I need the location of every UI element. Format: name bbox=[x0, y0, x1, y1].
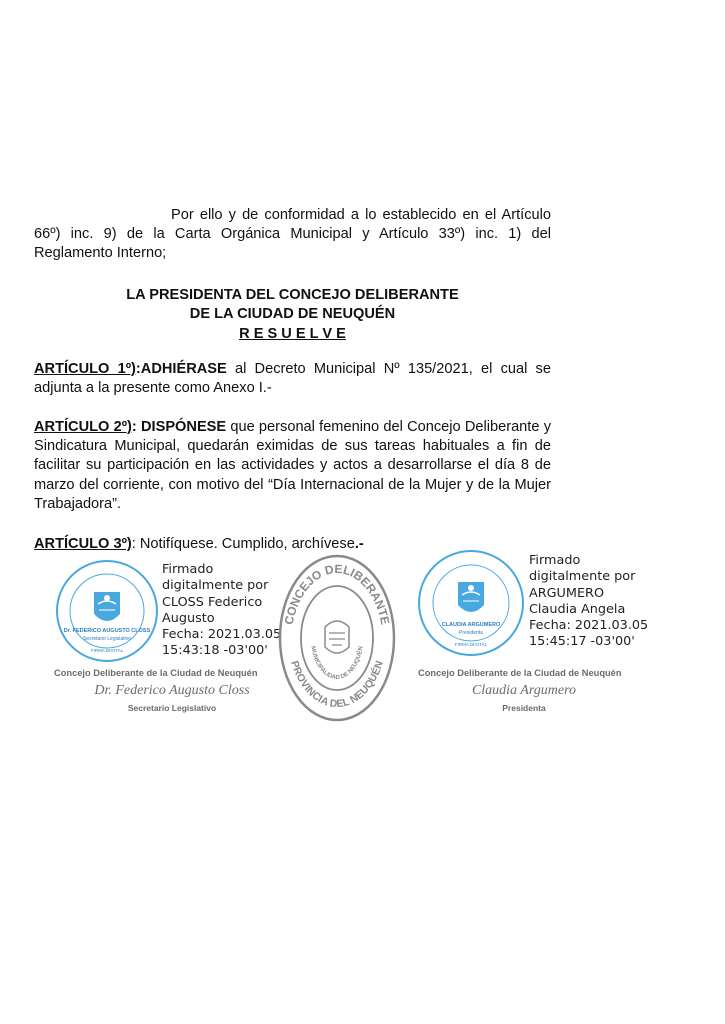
article-1 bbox=[34, 360, 551, 398]
left-stamp-line: Firmado bbox=[162, 562, 214, 577]
seal-inner-text: MUNICIPALIDAD DE NEUQUÉN bbox=[309, 645, 365, 682]
article-3-separator: : bbox=[131, 536, 140, 552]
left-seal-role: Secretario Legislativo bbox=[83, 636, 131, 642]
left-signer-name: Dr. Federico Augusto Closs bbox=[94, 683, 250, 698]
seal-bottom-text: PROVINCIA DEL NEUQUÉN bbox=[288, 659, 386, 711]
heading-line-2: DE LA CIUDAD DE NEUQUÉN bbox=[189, 306, 396, 322]
right-signer-name: Claudia Argumero bbox=[471, 683, 577, 698]
right-seal-footer: FIRMA DIGITAL bbox=[454, 642, 488, 647]
left-seal-footer: FIRMA DIGITAL bbox=[90, 648, 124, 653]
svg-text:CONCEJO DELIBERANTE bbox=[282, 562, 393, 626]
article-1-verb: ADHIÉRASE bbox=[140, 361, 227, 377]
resuelve-label: R E S U E L V E bbox=[239, 326, 346, 342]
right-seal-role: Presidenta bbox=[459, 630, 483, 636]
article-3-end: .- bbox=[354, 536, 364, 552]
intro-text: Por ello y de conformidad a lo establecido en el Artículo 66º) inc. 9) de la Carta Orgánica Municipal y Artículo 33º) inc. 1) del Reglamento Interno; bbox=[34, 207, 551, 262]
article-1-separator: : bbox=[135, 361, 141, 377]
right-signer-organization: Concejo Deliberante de la Ciudad de Neuquén bbox=[418, 668, 622, 678]
right-stamp-line: digitalmente por bbox=[529, 569, 636, 585]
left-stamp-line: Fecha: 2021.03.05 bbox=[162, 627, 282, 643]
article-2 bbox=[34, 418, 551, 514]
article-2-verb: DISPÓNESE bbox=[141, 419, 227, 435]
left-seal-emblem-icon bbox=[58, 562, 156, 660]
right-digital-stamp bbox=[529, 553, 648, 651]
right-seal-name: CLAUDIA ARGUMERO bbox=[441, 622, 501, 628]
article-2-separator: : bbox=[131, 419, 141, 435]
right-seal-emblem-icon bbox=[420, 552, 522, 654]
heading-line-1: LA PRESIDENTA DEL CONCEJO DELIBERANTE bbox=[126, 287, 459, 303]
right-stamp-line: Fecha: 2021.03.05 bbox=[529, 618, 649, 634]
article-1-text: al Decreto Municipal Nº 135/2021, el cual se adjunta a la presente como Anexo I.- bbox=[34, 361, 551, 397]
right-digital-seal bbox=[418, 550, 524, 656]
official-seal-icon bbox=[277, 553, 397, 723]
resolution-heading bbox=[34, 286, 551, 346]
article-1-title: ARTÍCULO 1º) bbox=[34, 361, 136, 377]
left-seal-name: Dr. FEDERICO AUGUSTO CLOSS bbox=[63, 628, 151, 634]
left-signer-role: Secretario Legislativo bbox=[127, 703, 217, 713]
seal-top-text: CONCEJO DELIBERANTE bbox=[281, 561, 393, 626]
left-digital-seal bbox=[56, 560, 158, 662]
left-stamp-line: 15:43:18 -03'00' bbox=[162, 643, 268, 659]
left-stamp-line: Augusto bbox=[162, 610, 215, 626]
svg-text:MUNICIPALIDAD DE NEUQUÉN bbox=[309, 646, 364, 681]
right-stamp-line: Firmado bbox=[529, 553, 581, 568]
right-signer-role: Presidenta bbox=[502, 703, 546, 713]
left-stamp-line: digitalmente por bbox=[162, 578, 269, 594]
article-2-text: que personal femenino del Concejo Deliberante y Sindicatura Municipal, quedarán eximidas de sus tareas habituales a fin de facilitar su participación en las actividades y actos a desarrollarse el día 8 de marzo del corriente, con motivo del “Día Internacional de la Mujer y de la Mujer Trabajadora”. bbox=[34, 419, 551, 512]
right-stamp-line: 15:45:17 -03'00' bbox=[529, 634, 635, 650]
left-digital-stamp bbox=[162, 562, 281, 660]
right-stamp-line: Claudia Angela bbox=[529, 601, 626, 617]
article-3-title: ARTÍCULO 3º) bbox=[34, 536, 132, 552]
left-signer-organization: Concejo Deliberante de la Ciudad de Neuquén bbox=[54, 668, 258, 678]
intro-paragraph bbox=[34, 206, 551, 264]
article-2-title: ARTÍCULO 2º) bbox=[34, 419, 132, 435]
right-stamp-line: ARGUMERO bbox=[529, 585, 605, 601]
article-3-text: Notifíquese. Cumplido, archívese bbox=[139, 536, 355, 552]
left-stamp-line: CLOSS Federico bbox=[162, 594, 263, 610]
